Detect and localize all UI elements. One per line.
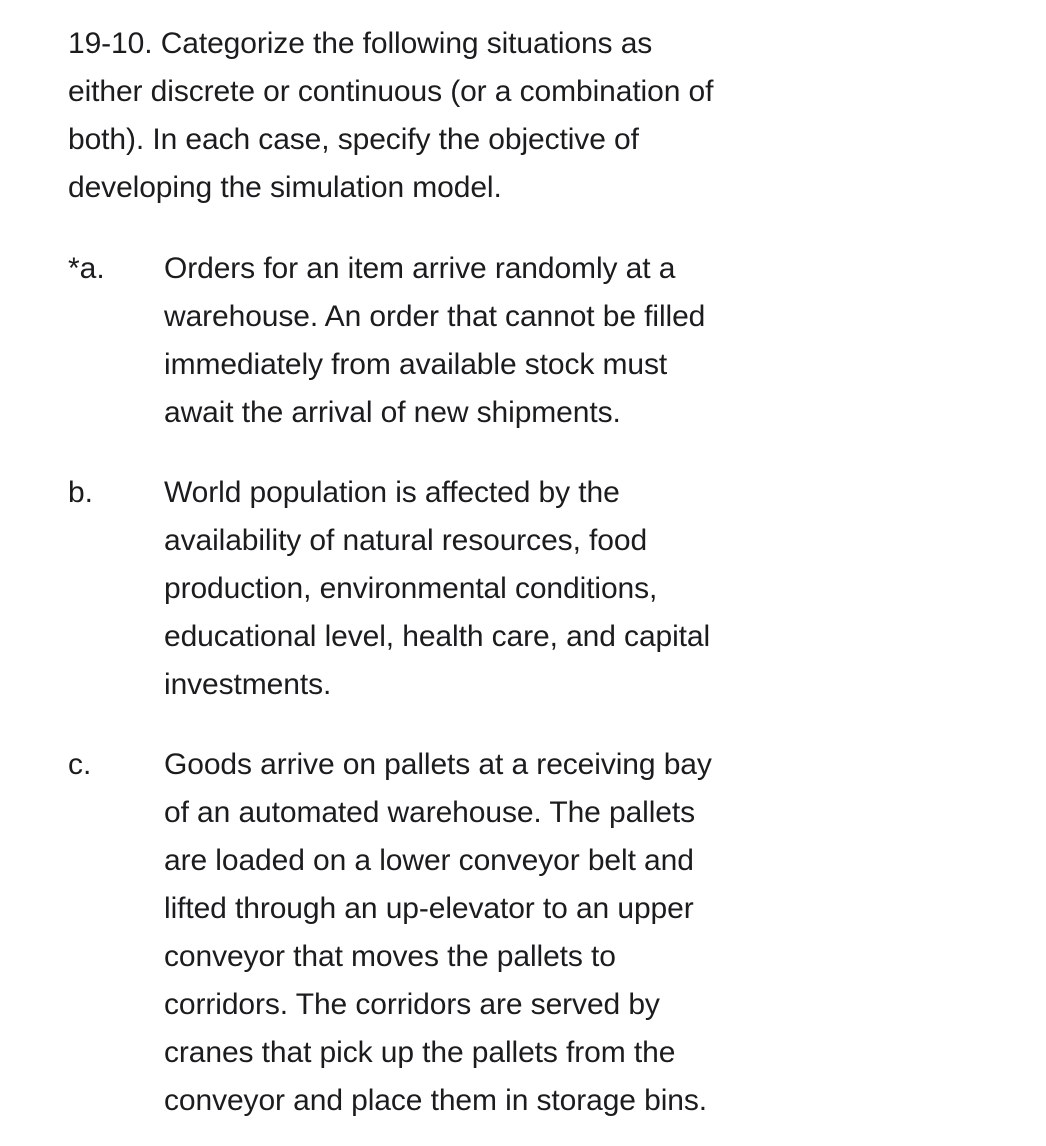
statement-line: 19-10. Categorize the following situations as — [68, 27, 653, 60]
item-line: production, environmental conditions, — [164, 572, 658, 605]
item-line: are loaded on a lower conveyor belt and — [164, 844, 694, 877]
item-label: c. — [68, 748, 92, 781]
problem-item-a — [68, 245, 788, 437]
item-line: await the arrival of new shipments. — [164, 396, 621, 429]
item-line: conveyor and place them in storage bins. — [164, 1084, 707, 1117]
statement-line: either discrete or continuous (or a combination of — [68, 75, 714, 108]
item-line: educational level, health care, and capital — [164, 620, 711, 653]
item-label: b. — [68, 476, 94, 509]
item-line: conveyor that moves the pallets to — [164, 940, 616, 973]
problem-statement — [68, 20, 788, 212]
statement-line: both). In each case, specify the objective of — [68, 123, 639, 156]
item-text — [164, 741, 788, 1125]
item-line: lifted through an up-elevator to an upper — [164, 892, 694, 925]
item-line: corridors. The corridors are served by — [164, 988, 660, 1021]
item-label: *a. — [68, 252, 105, 285]
item-line: warehouse. An order that cannot be filled — [164, 300, 706, 333]
problem-item-c — [68, 741, 788, 1125]
problem-item-b — [68, 469, 788, 709]
item-line: immediately from available stock must — [164, 348, 668, 381]
item-line: Orders for an item arrive randomly at a — [164, 252, 676, 285]
problem-document — [68, 20, 788, 1125]
item-line: of an automated warehouse. The pallets — [164, 796, 696, 829]
item-line: investments. — [164, 668, 332, 701]
statement-line: developing the simulation model. — [68, 171, 502, 204]
item-line: cranes that pick up the pallets from the — [164, 1036, 676, 1069]
item-text — [164, 245, 788, 437]
item-text — [164, 469, 788, 709]
item-line: World population is affected by the — [164, 476, 620, 509]
item-line: Goods arrive on pallets at a receiving bay — [164, 748, 712, 781]
item-line: availability of natural resources, food — [164, 524, 648, 557]
